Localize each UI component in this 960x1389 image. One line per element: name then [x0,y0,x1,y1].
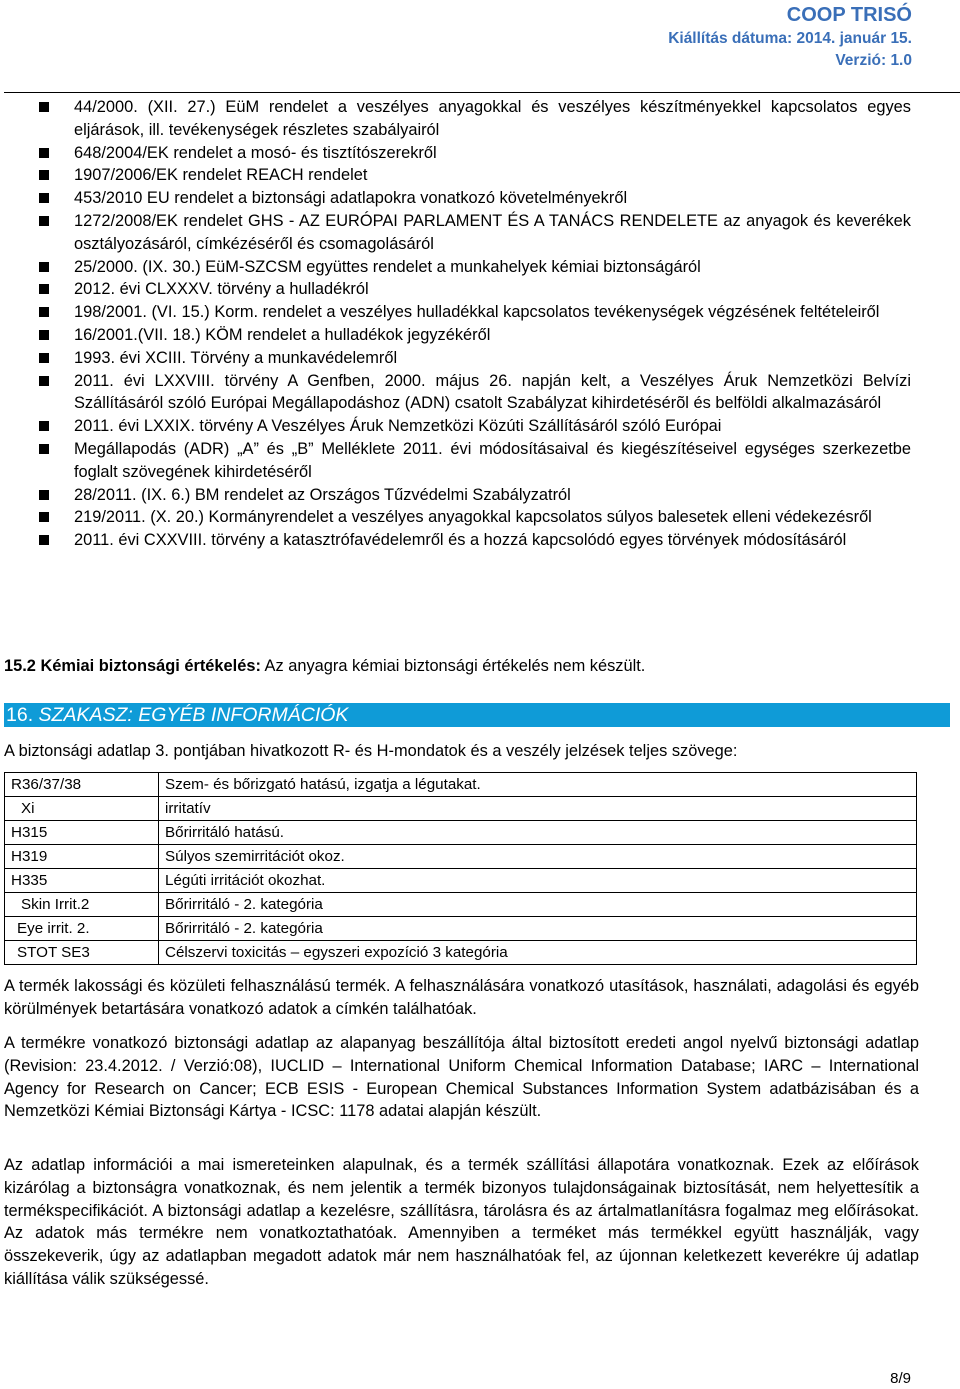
square-bullet-icon [39,148,49,158]
page-header [668,2,912,71]
table-row [5,941,917,965]
company-name: COOP TRISÓ [786,4,912,26]
square-bullet-icon [39,512,49,522]
table-row [5,821,917,845]
hazard-text: Légúti irritációt okozhat. [159,869,917,893]
list-item: 648/2004/EK rendelet a mosó- és tisztítószerekről [39,142,911,165]
list-item: 2011. évi LXXVIII. törvény A Genfben, 2000. május 26. napján kelt, a Veszélyes Áruk Nemzetközi Belvízi Szállításáról szóló Európai Megállapodáshoz (ADN) csatolt Szabályzat kihirdetésérõl és belföldi alkalmazásáról [39,370,911,416]
list-item: Megállapodás (ADR) „A” és „B” Melléklete 2011. évi módosításaival és kiegészítéseivel egységes szerkezetbe foglalt szövegének kihirdetéséről [39,438,911,484]
list-item: 28/2011. (IX. 6.) BM rendelet az Országos Tűzvédelmi Szabályzatról [39,484,911,507]
list-item: 44/2000. (XII. 27.) EüM rendelet a veszélyes anyagokkal és veszélyes készítményekkel kapcsolatos egyes eljárások, ill. tevékenységek részletes szabályairól [39,96,911,142]
list-item: 25/2000. (IX. 30.) EüM-SZCSM együttes rendelet a munkahelyek kémiai biztonságáról [39,256,911,279]
hazard-text: Szem- és bőrizgató hatású, izgatja a légutakat. [159,773,917,797]
hazard-code: Xi [5,797,159,821]
hazard-code: H335 [5,869,159,893]
table-row [5,845,917,869]
table-row [5,893,917,917]
header-divider [4,92,960,93]
version: Verzió: 1.0 [835,51,912,69]
hazard-text: Súlyos szemirritációt okoz. [159,845,917,869]
square-bullet-icon [39,262,49,272]
square-bullet-icon [39,421,49,431]
list-item: 16/2001.(VII. 18.) KÖM rendelet a hulladékok jegyzékéről [39,324,911,347]
table-row [5,917,917,941]
square-bullet-icon [39,490,49,500]
disclaimer-paragraph: Az adatlap információi a mai ismereteinken alapulnak, és a termék szállítási állapotára vonatkoznak. Ezek az előírások kizárólag a biztonságra vonatkoznak, és nem jelentik a termék bizonyos tulajdonságainak biztosítását, nem helyettesítik a termékspecifikációt. A biztonsági adatlap a kezelésre, szállításra, tárolásra és az ártalmatlanításra fogalmaz meg előírásokat. Az adatok más termékre nem vonatkoztathatóak. Amennyiben a terméket más termékkel együtt használják, vagy összekeverik, úgy az adatlapban megadott adatok már nem használhatóak fel, az újonnan keletkezett keverékre új adatlap kiállítása válik szükségessé. [4,1156,919,1288]
list-item: 453/2010 EU rendelet a biztonsági adatlapokra vonatkozó követelményekről [39,187,911,210]
hazard-text: irritatív [159,797,917,821]
hazard-phrases-table [4,772,917,965]
section-15-2-text: Az anyagra kémiai biztonsági értékelés nem készült. [260,657,646,675]
hazard-code: Eye irrit. 2. [5,917,159,941]
chemical-safety-assessment [4,655,910,678]
list-item: 1907/2006/EK rendelet REACH rendelet [39,164,911,187]
regulation-list [39,96,911,552]
table-row [5,869,917,893]
square-bullet-icon [39,353,49,363]
list-item: 219/2011. (X. 20.) Kormányrendelet a veszélyes anyagokkal kapcsolatos súlyos balesetek elleni védekezésről [39,506,911,529]
square-bullet-icon [39,216,49,226]
table-row [5,797,917,821]
section-15-2-label: 15.2 Kémiai biztonsági értékelés: [4,657,261,675]
table-row [5,773,917,797]
hazard-code: H315 [5,821,159,845]
hazard-code: Skin Irrit.2 [5,893,159,917]
list-item: 1993. évi XCIII. Törvény a munkavédelemről [39,347,911,370]
section-16-intro: A biztonsági adatlap 3. pontjában hivatkozott R- és H-mondatok és a veszély jelzések teljes szövege: [4,742,738,760]
hazard-code: R36/37/38 [5,773,159,797]
list-item: 2011. évi CXXVIII. törvény a katasztrófavédelemről és a hozzá kapcsolódó egyes törvények módosításáról [39,529,911,552]
sources-paragraph: A termékre vonatkozó biztonsági adatlap az alapanyag beszállítója által biztosított eredeti angol nyelvű biztonsági adatlap (Revision: 23.4.2012. / Verzió:08), IUCLID – International Uniform Chemical Information Database; IARC – International Agency for Research on Cancer; ECB ESIS - European Chemical Substances Information System adatbázisában és a Nemzetközi Kémiai Biztonsági Kártya - ICSC: 1178 adatai alapján készült. [4,1034,919,1121]
hazard-code: H319 [5,845,159,869]
hazard-code: STOT SE3 [5,941,159,965]
list-item: 2011. évi LXXIX. törvény A Veszélyes Áruk Nemzetközi Közúti Szállításáról szóló Európai [39,415,911,438]
square-bullet-icon [39,307,49,317]
hazard-text: Célszervi toxicitás – egyszeri expozíció 3 kategória [159,941,917,965]
square-bullet-icon [39,444,49,454]
issue-date: Kiállítás dátuma: 2014. január 15. [668,30,912,47]
square-bullet-icon [39,193,49,203]
square-bullet-icon [39,170,49,180]
hazard-text: Bőrirritáló hatású. [159,821,917,845]
square-bullet-icon [39,284,49,294]
list-item: 2012. évi CLXXXV. törvény a hulladékról [39,278,911,301]
usage-paragraph: A termék lakossági és közületi felhasználású termék. A felhasználására vonatkozó utasítások, használati, adagolási és egyéb körülmények betartására vonatkozó adatok a címkén találhatóak. [4,977,919,1018]
square-bullet-icon [39,535,49,545]
section-16-heading: 16. SZAKASZ: EGYÉB INFORMÁCIÓK [4,703,950,727]
hazard-text: Bőrirritáló - 2. kategória [159,917,917,941]
list-item: 198/2001. (VI. 15.) Korm. rendelet a veszélyes hulladékkal kapcsolatos tevékenységek végzésének feltételeiről [39,301,911,324]
hazard-text: Bőrirritáló - 2. kategória [159,893,917,917]
square-bullet-icon [39,376,49,386]
page-number: 8/9 [890,1370,911,1387]
square-bullet-icon [39,330,49,340]
square-bullet-icon [39,102,49,112]
list-item: 1272/2008/EK rendelet GHS - AZ EURÓPAI PARLAMENT ÉS A TANÁCS RENDELETE az anyagok és keverékek osztályozásáról, címkézéséről és csomagolásáról [39,210,911,256]
